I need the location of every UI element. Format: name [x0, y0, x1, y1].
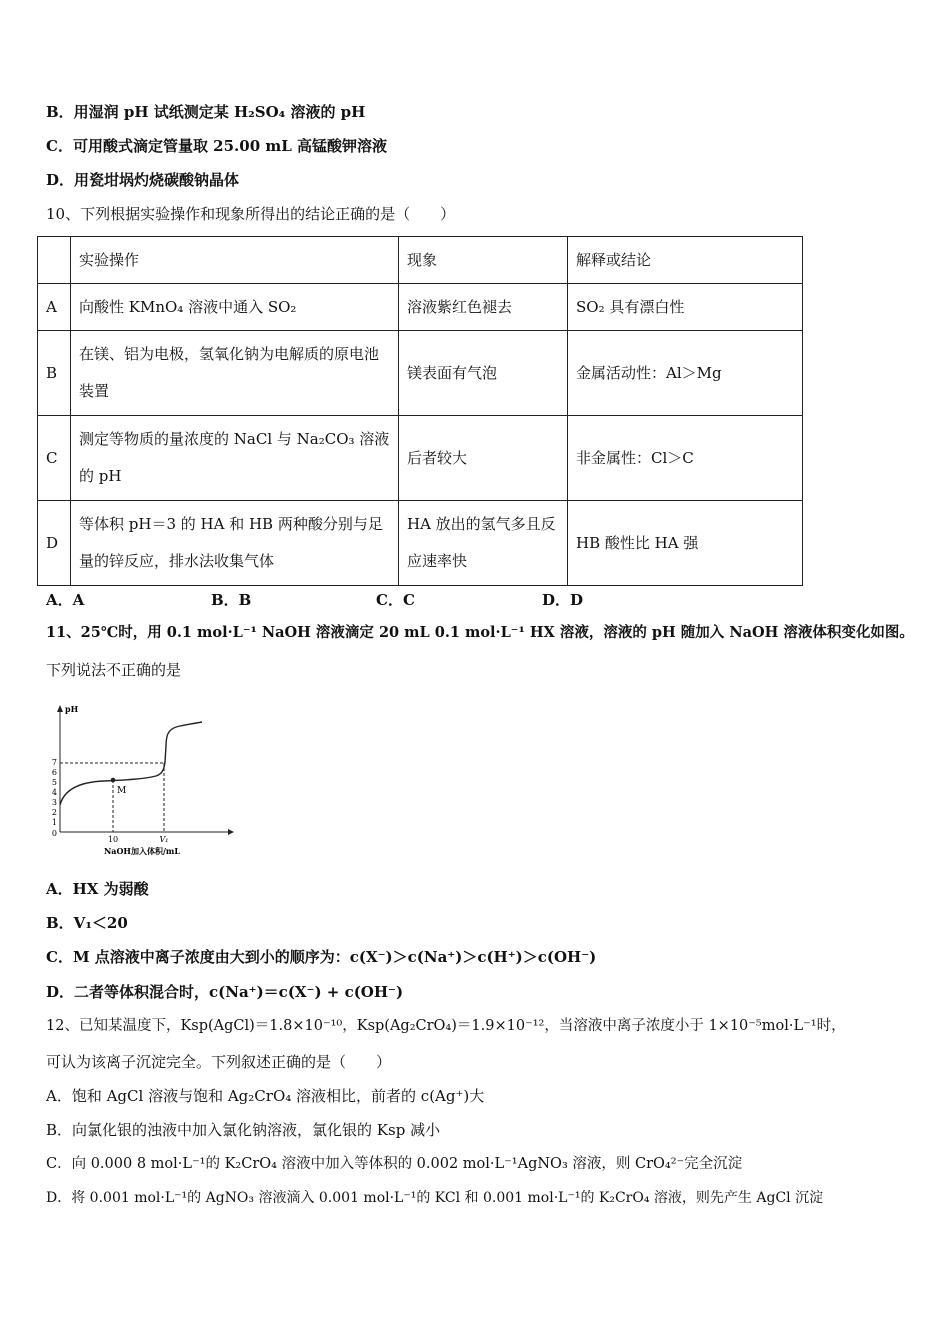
row-phenomenon: 后者较大	[399, 416, 568, 501]
q11-option-a: A．HX 为弱酸	[46, 880, 149, 898]
y-tick-label: 5	[51, 778, 57, 787]
q11-option-b: B．V₁＜20	[46, 914, 128, 932]
row-label: D	[38, 501, 71, 586]
row-label: A	[38, 284, 71, 331]
y-axis-label: pH	[65, 704, 79, 714]
x-axis-label: NaOH加入体积/mL	[103, 846, 181, 856]
row-label: C	[38, 416, 71, 501]
q12-option-d: D．将 0.001 mol·L⁻¹的 AgNO₃ 溶液滴入 0.001 mol·L⁻¹的 KCl 和 0.001 mol·L⁻¹的 K₂CrO₄ 溶液，则先产生 AgCl 沉淀	[46, 1190, 824, 1206]
row-operation: 等体积 pH＝3 的 HA 和 HB 两种酸分别与足量的锌反应，排水法收集气体	[71, 501, 399, 586]
table-row	[38, 331, 803, 416]
x-tick-label: 10	[107, 835, 119, 844]
answer-option-b: B．B	[211, 591, 252, 609]
table-row	[38, 416, 803, 501]
row-operation: 在镁、铝为电极，氢氧化钠为电解质的原电池装置	[71, 331, 399, 416]
answer-option-d: D．D	[542, 591, 584, 609]
q10-stem: 10、下列根据实验操作和现象所得出的结论正确的是（ ）	[46, 205, 456, 223]
q12-option-c: C．向 0.000 8 mol·L⁻¹的 K₂CrO₄ 溶液中加入等体积的 0.002 mol·L⁻¹AgNO₃ 溶液，则 CrO₄²⁻完全沉淀	[46, 1156, 743, 1172]
q11-stem-2: 下列说法不正确的是	[46, 661, 182, 679]
row-phenomenon: 溶液紫红色褪去	[399, 284, 568, 331]
x-tick-label: V₁	[159, 835, 169, 844]
y-axis-arrow	[57, 705, 63, 712]
table-row	[38, 284, 803, 331]
y-tick-label: 7	[51, 758, 57, 767]
row-operation: 测定等物质的量浓度的 NaCl 与 Na₂CO₃ 溶液的 pH	[71, 416, 399, 501]
row-conclusion: HB 酸性比 HA 强	[568, 501, 803, 586]
y-tick-label: 2	[51, 808, 57, 817]
q9-option-c: C．可用酸式滴定管量取 25.00 mL 高锰酸钾溶液	[46, 137, 387, 155]
x-axis-arrow	[228, 829, 234, 835]
row-phenomenon: HA 放出的氢气多且反应速率快	[399, 501, 568, 586]
y-tick-label: 3	[51, 798, 57, 807]
row-operation: 向酸性 KMnO₄ 溶液中通入 SO₂	[71, 284, 399, 331]
table-header-cell	[38, 237, 71, 284]
q12-stem-2: 可认为该离子沉淀完全。下列叙述正确的是（ ）	[46, 1053, 392, 1071]
q11-option-c: C．M 点溶液中离子浓度由大到小的顺序为：c(X⁻)＞c(Na⁺)＞c(H⁺)＞c(OH⁻)	[46, 948, 597, 966]
point-m-label: M	[117, 786, 127, 796]
table-row	[38, 501, 803, 586]
y-tick-label: 1	[51, 818, 57, 827]
row-conclusion: SO₂ 具有漂白性	[568, 284, 803, 331]
row-conclusion: 金属活动性：Al＞Mg	[568, 331, 803, 416]
y-tick-label: 6	[51, 768, 57, 777]
q12-stem: 12、已知某温度下，Ksp(AgCl)＝1.8×10⁻¹⁰，Ksp(Ag₂CrO₄)＝1.9×10⁻¹²，当溶液中离子浓度小于 1×10⁻⁵mol·L⁻¹时，	[46, 1018, 846, 1034]
row-conclusion: 非金属性：Cl＞C	[568, 416, 803, 501]
table-header-row	[38, 237, 803, 284]
q10-table	[37, 236, 803, 586]
point-m-marker	[111, 778, 116, 783]
q9-option-d: D．用瓷坩埚灼烧碳酸钠晶体	[46, 171, 240, 189]
q12-option-a: A．饱和 AgCl 溶液与饱和 Ag₂CrO₄ 溶液相比，前者的 c(Ag⁺)大	[46, 1087, 485, 1105]
table-header-cell: 现象	[399, 237, 568, 284]
q12-option-b: B．向氯化银的浊液中加入氯化钠溶液，氯化银的 Ksp 减小	[46, 1121, 441, 1139]
table-header-cell: 实验操作	[71, 237, 399, 284]
y-tick-label: 4	[51, 788, 57, 797]
q11-stem: 11、25℃时，用 0.1 mol·L⁻¹ NaOH 溶液滴定 20 mL 0.1 mol·L⁻¹ HX 溶液，溶液的 pH 随加入 NaOH 溶液体积变化如图。	[46, 624, 914, 641]
q11-option-d: D．二者等体积混合时，c(Na⁺)＝c(X⁻) + c(OH⁻)	[46, 983, 404, 1001]
row-phenomenon: 镁表面有气泡	[399, 331, 568, 416]
row-label: B	[38, 331, 71, 416]
q10-answer-options	[46, 589, 646, 609]
titration-curve-graph	[46, 700, 246, 860]
q9-option-b: B．用湿润 pH 试纸测定某 H₂SO₄ 溶液的 pH	[46, 103, 366, 121]
answer-option-c: C．C	[376, 591, 415, 609]
origin-label: 0	[51, 829, 57, 838]
answer-option-a: A．A	[46, 591, 85, 609]
table-header-cell: 解释或结论	[568, 237, 803, 284]
